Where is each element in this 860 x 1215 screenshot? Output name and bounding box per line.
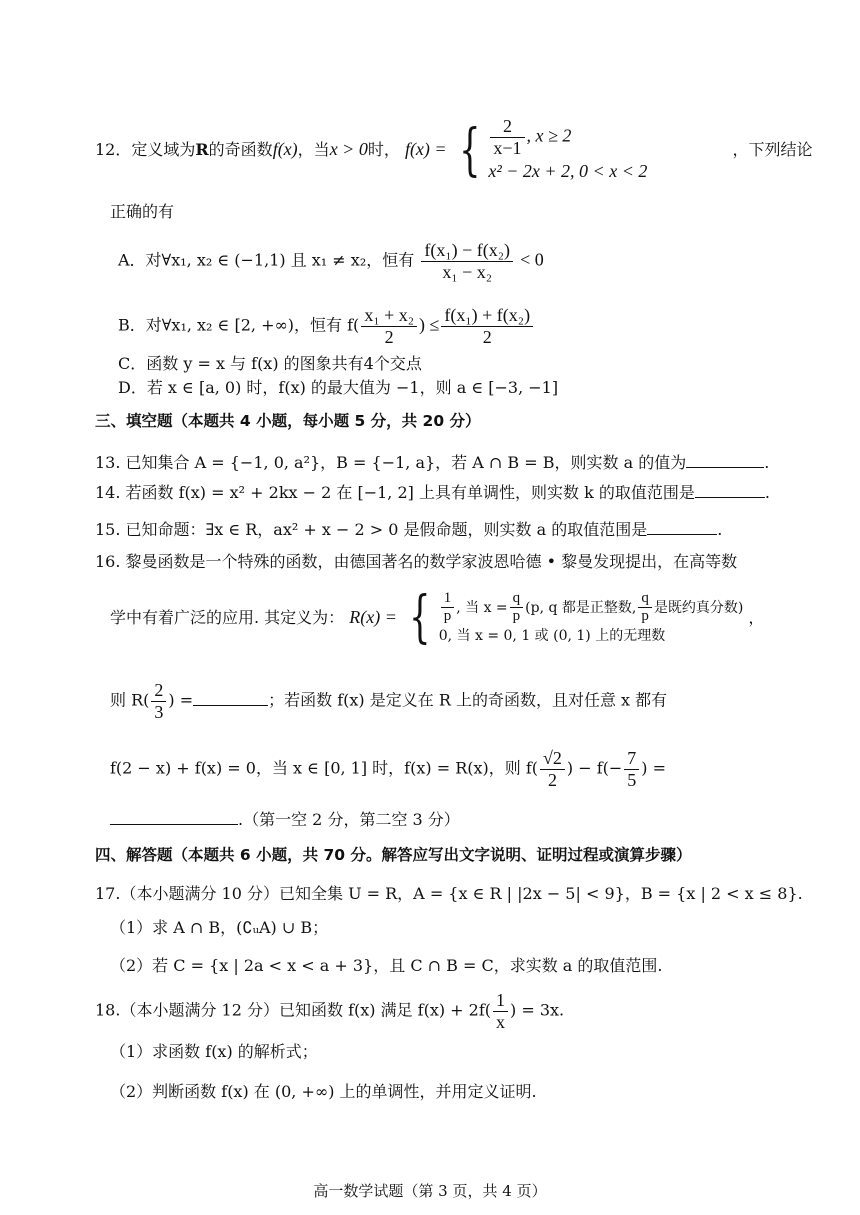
q12-text: 的奇函数 bbox=[208, 140, 273, 160]
q14-text: 14. 若函数 f(x) = x² + 2kx − 2 在 [−1, 2] 上具有单调性，则实数 k 的取值范围是 bbox=[95, 483, 695, 502]
section-heading: 三、填空题（本题共 4 小题，每小题 5 分，共 20 分） bbox=[95, 412, 481, 430]
option-text: ) ≤ bbox=[419, 314, 440, 335]
frac-num: 1 bbox=[441, 590, 455, 608]
q16-text: ) = bbox=[641, 758, 667, 778]
q14-end: . bbox=[764, 483, 770, 502]
fraction bbox=[421, 240, 513, 282]
frac-num: 1 bbox=[493, 990, 508, 1012]
q15-text: 15. 已知命题：∃x ∈ R，ax² + x − 2 > 0 是假命题，则实数 a 的取值范围是 bbox=[95, 520, 648, 539]
case-text: 是既约真分数) bbox=[653, 599, 744, 616]
left-brace: { bbox=[409, 585, 431, 651]
q18-stem bbox=[95, 990, 564, 1032]
frac-num: f(x₁) − f(x₂) bbox=[421, 240, 513, 262]
q12-text: 12．定义域为 bbox=[95, 140, 196, 160]
q12-piecewise bbox=[488, 116, 647, 185]
q12-cond: x > 0 bbox=[329, 139, 368, 160]
page-footer: 高一数学试题（第 3 页，共 4 页） bbox=[313, 1182, 547, 1200]
frac-num: 7 bbox=[624, 748, 639, 770]
q16-text: 则 R( bbox=[110, 690, 150, 710]
section-heading: 四、解答题（本题共 6 小题，共 70 分。解答应写出文字说明、证明过程或演算步骤） bbox=[95, 846, 692, 864]
q16-text: ) = bbox=[168, 690, 194, 710]
q16-definition bbox=[110, 585, 765, 651]
frac-den: x bbox=[496, 1011, 506, 1032]
case-text: 0, 当 x = 0, 1 或 (0, 1) 上的无理数 bbox=[438, 627, 666, 644]
q16-text: ， bbox=[748, 607, 765, 627]
case-text: (p, q 都是正整数, bbox=[525, 599, 637, 616]
fraction bbox=[540, 748, 565, 790]
q18-part1: （1）求函数 f(x) 的解析式； bbox=[110, 1042, 318, 1061]
answer-blank bbox=[193, 689, 268, 706]
q16-text: 16. 黎曼函数是一个特殊的函数，由德国著名的数学家波恩哈德 • 黎曼发现提出，在高等数 bbox=[95, 552, 738, 571]
case-text: , 当 x = bbox=[456, 599, 508, 616]
frac-num: f(x₁) + f(x₂) bbox=[441, 305, 533, 327]
answer-blank bbox=[647, 518, 717, 535]
fraction bbox=[441, 590, 455, 626]
frac-den: p bbox=[443, 608, 452, 625]
q12-def-lhs: f(x) = bbox=[404, 139, 447, 160]
frac-num: √2 bbox=[540, 748, 565, 770]
frac-den: 2 bbox=[482, 326, 492, 347]
q12-text: 时， bbox=[367, 140, 400, 160]
riemann-piecewise bbox=[439, 590, 744, 647]
q12-text: 正确的有 bbox=[110, 202, 175, 221]
q13-end: . bbox=[764, 453, 770, 472]
frac-den: x−1 bbox=[493, 137, 522, 158]
frac-num: 2 bbox=[151, 680, 166, 702]
q17-part2: （2）若 C = {x | 2a < x < a + 3}，且 C ∩ B = C，求实数 a 的取值范围. bbox=[110, 956, 663, 975]
q12-option-b bbox=[118, 305, 535, 347]
q16-text: f(2 − x) + f(x) = 0，当 x ∈ [0, 1] 时，f(x) = R(x)，则 f( bbox=[110, 758, 538, 778]
fraction bbox=[441, 305, 533, 347]
frac-num: 2 bbox=[490, 116, 524, 138]
q16-line4 bbox=[110, 748, 666, 790]
answer-blank bbox=[686, 451, 764, 468]
fraction bbox=[638, 590, 652, 626]
frac-num: x₁ + x₂ bbox=[361, 305, 417, 327]
fraction bbox=[151, 680, 166, 722]
q17-part1: （1）求 A ∩ B，(∁ᵤA) ∪ B； bbox=[110, 918, 329, 937]
frac-den: x₁ − x₂ bbox=[442, 261, 493, 282]
case1-cond: , x ≥ 2 bbox=[526, 125, 572, 146]
option-text: B．对∀x₁, x₂ ∈ [2, +∞)，恒有 f( bbox=[118, 315, 360, 335]
frac-den: p bbox=[512, 608, 521, 625]
riemann-lhs: R(x) = bbox=[349, 606, 397, 627]
q16-text: ) − f(− bbox=[566, 758, 623, 778]
option-text: A．对∀x₁, x₂ ∈ (−1,1) 且 x₁ ≠ x₂，恒有 bbox=[118, 250, 415, 270]
frac-den: p bbox=[641, 608, 649, 625]
q16-line5 bbox=[110, 808, 460, 829]
q16-text: ；若函数 f(x) 是定义在 R 上的奇函数，且对任意 x 都有 bbox=[268, 690, 668, 710]
fraction bbox=[493, 990, 508, 1032]
fraction bbox=[361, 305, 417, 347]
q12-option-d: D．若 x ∈ [a, 0) 时，f(x) 的最大值为 −1，则 a ∈ [−3, −1] bbox=[118, 378, 559, 397]
q12-fx: f(x) bbox=[272, 139, 298, 160]
frac-den: 2 bbox=[547, 769, 557, 790]
q15-end: . bbox=[717, 520, 723, 539]
q13 bbox=[95, 451, 769, 472]
q12-option-c: C．函数 y = x 与 f(x) 的图象共有4个交点 bbox=[118, 354, 422, 373]
set-R: R bbox=[195, 140, 209, 160]
answer-blank bbox=[110, 808, 238, 825]
q12-option-a bbox=[118, 240, 544, 282]
q16-text: .（第一空 2 分，第二空 3 分） bbox=[238, 810, 460, 829]
left-brace: { bbox=[458, 117, 481, 183]
answer-blank bbox=[695, 481, 765, 498]
fraction bbox=[624, 748, 639, 790]
frac-num: q bbox=[510, 590, 524, 608]
q18-text: 18.（本小题满分 12 分）已知函数 f(x) 满足 f(x) + 2f( bbox=[95, 1000, 492, 1020]
frac-den: 3 bbox=[154, 701, 164, 722]
fraction bbox=[510, 590, 524, 626]
q12-stem-line bbox=[95, 116, 812, 185]
q17-stem: 17.（本小题满分 10 分）已知全集 U = R，A = {x ∈ R | |2x − 5| < 9}，B = {x | 2 < x ≤ 8}. bbox=[95, 884, 803, 903]
q18-text: ) = 3x. bbox=[510, 1000, 565, 1020]
q13-text: 13. 已知集合 A = {−1, 0, a²}，B = {−1, a}，若 A ∩ B = B，则实数 a 的值为 bbox=[95, 453, 687, 472]
q16-text: 学中有着广泛的应用. 其定义为： bbox=[110, 607, 345, 627]
q12-text: ，当 bbox=[297, 140, 330, 160]
option-text: < 0 bbox=[520, 249, 544, 270]
q18-part2: （2）判断函数 f(x) 在 (0, +∞) 上的单调性，并用定义证明. bbox=[110, 1082, 537, 1101]
q14 bbox=[95, 481, 770, 502]
q15 bbox=[95, 518, 722, 539]
frac-den: 2 bbox=[384, 326, 394, 347]
case2: x² − 2x + 2, 0 < x < 2 bbox=[488, 161, 648, 182]
q16-line3 bbox=[110, 680, 667, 722]
q12-text: ，下列结论 bbox=[732, 140, 813, 160]
frac-num: q bbox=[638, 590, 652, 608]
frac-den: 5 bbox=[627, 769, 637, 790]
